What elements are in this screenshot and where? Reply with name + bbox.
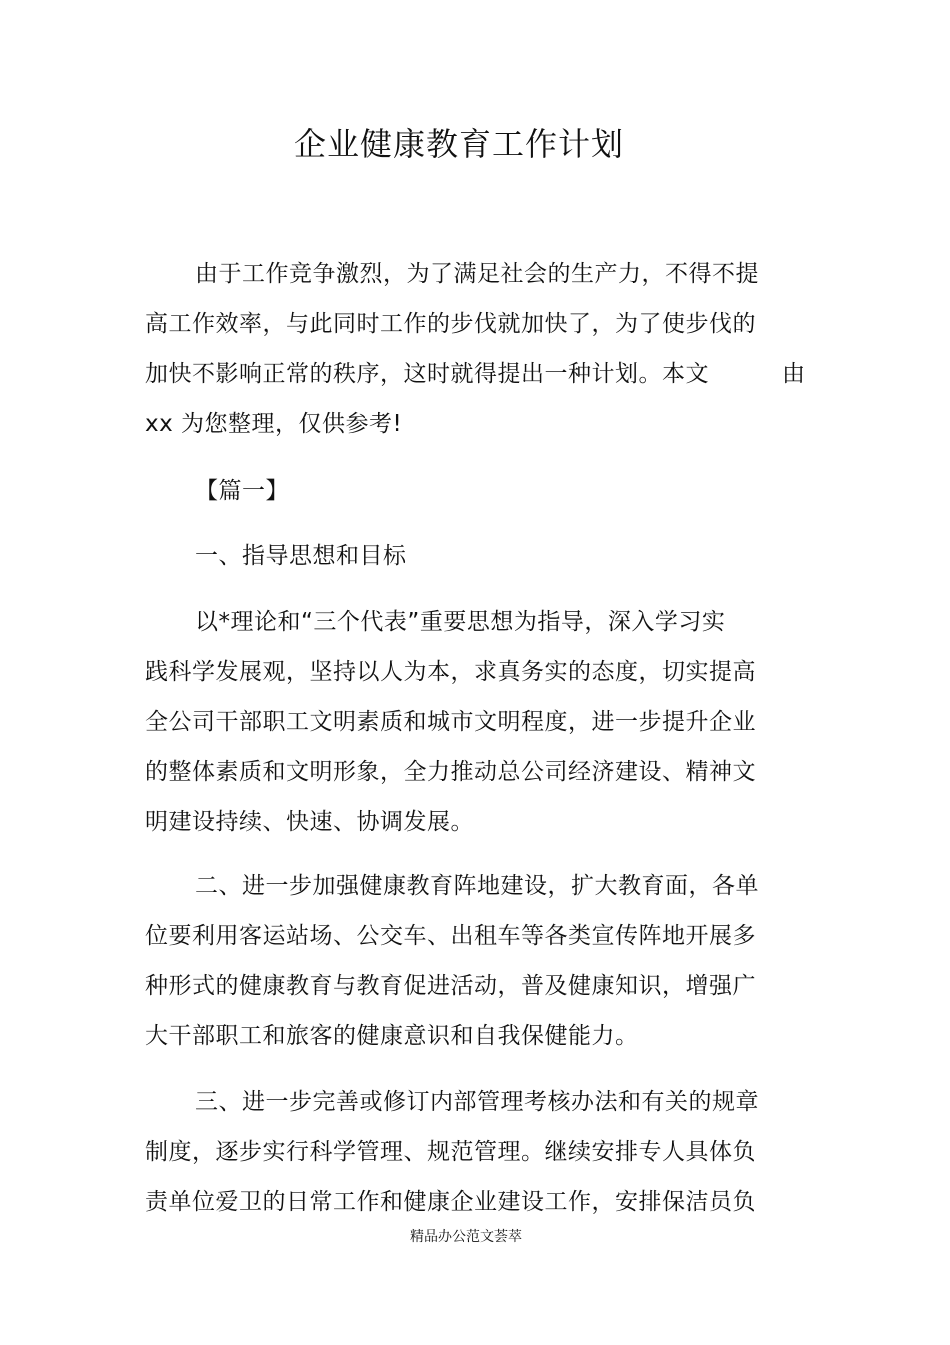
para3-line-2: 制度，逐步实行科学管理、规范管理。继续安排专人具体负 (145, 1139, 756, 1165)
heading-guiding-ideas: 一、指导思想和目标 (195, 543, 407, 569)
para2-line-4: 大干部职工和旅客的健康意识和自我保健能力。 (145, 1023, 639, 1049)
para1-line-4: 的整体素质和文明形象，全力推动总公司经济建设、精神文 (145, 759, 756, 785)
para1-line-3: 全公司干部职工文明素质和城市文明程度，进一步提升企业 (145, 709, 756, 735)
para1-line-2: 践科学发展观，坚持以人为本，求真务实的态度，切实提高 (145, 659, 756, 685)
page-footer: 精品办公范文荟萃 (410, 1229, 522, 1245)
para3-line-3: 责单位爱卫的日常工作和健康企业建设工作，安排保洁员负 (145, 1189, 756, 1215)
para1-line-1: 以*理论和“三个代表”重要思想为指导，深入学习实 (195, 609, 726, 635)
intro-line-3: 加快不影响正常的秩序，这时就得提出一种计划。本文 (145, 361, 709, 387)
intro-line-4: xx 为您整理，仅供参考! (145, 411, 403, 437)
para1-line-5: 明建设持续、快速、协调发展。 (145, 809, 474, 835)
para3-line-1: 三、进一步完善或修订内部管理考核办法和有关的规章 (195, 1089, 759, 1115)
section-label: 【篇一】 (195, 478, 289, 504)
para2-line-2: 位要利用客运站场、公交车、出租车等各类宣传阵地开展多 (145, 923, 756, 949)
document-title: 企业健康教育工作计划 (293, 125, 624, 163)
intro-line-3-right: 由 (782, 361, 805, 387)
intro-line-2: 高工作效率，与此同时工作的步伐就加快了，为了使步伐的 (145, 311, 756, 337)
para2-line-1: 二、进一步加强健康教育阵地建设，扩大教育面，各单 (195, 873, 759, 899)
intro-line-1: 由于工作竞争激烈，为了满足社会的生产力，不得不提 (195, 261, 759, 287)
para2-line-3: 种形式的健康教育与教育促进活动，普及健康知识，增强广 (145, 973, 756, 999)
